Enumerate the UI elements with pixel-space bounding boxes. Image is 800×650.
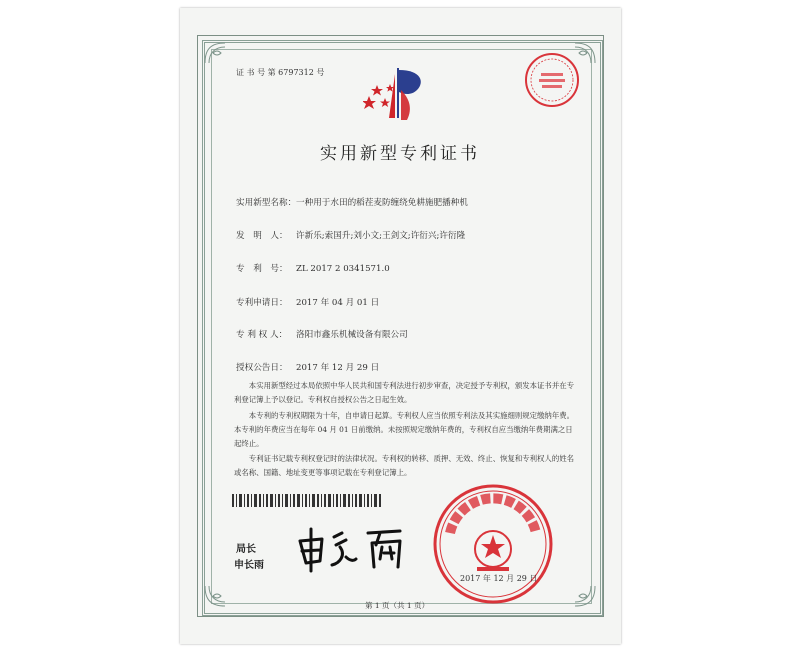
- certificate-number: 证 书 号 第 6797312 号: [236, 68, 325, 77]
- statement-paragraph-2: 本专利的专利权期限为十年，自申请日起算。专利权人应当依照专利法及其实施细则规定缴纳年费。本专利的年费应当在每年 04 月 01 日前缴纳。未按照规定缴纳年费的，专利权自应当缴纳年费期满之日起终止。: [234, 411, 574, 448]
- barcode: [232, 494, 382, 507]
- field-patentee: [236, 328, 408, 340]
- field-label: 实用新型名称：: [236, 198, 297, 208]
- field-label: 专利申请日：: [236, 298, 288, 308]
- corner-ornament-bottom-left: [203, 584, 227, 608]
- field-utility-model-name: [236, 196, 468, 208]
- field-label: 发 明 人：: [236, 231, 288, 241]
- field-value: 洛阳市鑫乐机械设备有限公司: [296, 330, 408, 340]
- field-value: 许新乐;索国升;刘小文;王剑文;许衍兴;许衍隆: [296, 231, 466, 241]
- corner-ornament-top-left: [203, 41, 227, 65]
- handwritten-signature: [296, 523, 416, 573]
- field-inventors: [236, 229, 465, 241]
- red-official-seal: [432, 483, 554, 605]
- page-footer: 第 1 页（共 1 页）: [365, 601, 430, 610]
- seal-date: 2017 年 12 月 29 日: [460, 574, 538, 583]
- statement-paragraph-1: 本实用新型经过本局依照中华人民共和国专利法进行初步审查，决定授予专利权，颁发本证书并在专利登记簿上予以登记。专利权自授权公告之日起生效。: [234, 381, 574, 404]
- field-label: 授权公告日：: [236, 363, 288, 373]
- field-grant-date: [236, 361, 379, 373]
- field-value: 2017 年 04 月 01 日: [296, 298, 380, 308]
- field-patent-number: [236, 262, 390, 274]
- field-value: 2017 年 12 月 29 日: [296, 363, 380, 373]
- red-stamp-small: [523, 51, 581, 109]
- field-label: 专 利 权 人：: [236, 330, 288, 340]
- director-title: 局长: [236, 544, 256, 555]
- field-application-date: [236, 296, 379, 308]
- certificate-title: 实用新型专利证书: [320, 144, 480, 164]
- field-value: ZL 2017 2 0341571.0: [296, 264, 390, 274]
- patent-office-logo: [363, 60, 433, 124]
- statement-paragraph-3: 专利证书记载专利权登记时的法律状况。专利权的转移、质押、无效、终止、恢复和专利权人的姓名或名称、国籍、地址变更等事项记载在专利登记簿上。: [234, 454, 574, 477]
- field-label: 专 利 号：: [236, 264, 288, 274]
- director-name: 申长雨: [234, 560, 264, 571]
- field-value: 一种用于水田的稻茬麦防缠绕免耕施肥播种机: [296, 198, 468, 208]
- corner-ornament-bottom-right: [573, 584, 597, 608]
